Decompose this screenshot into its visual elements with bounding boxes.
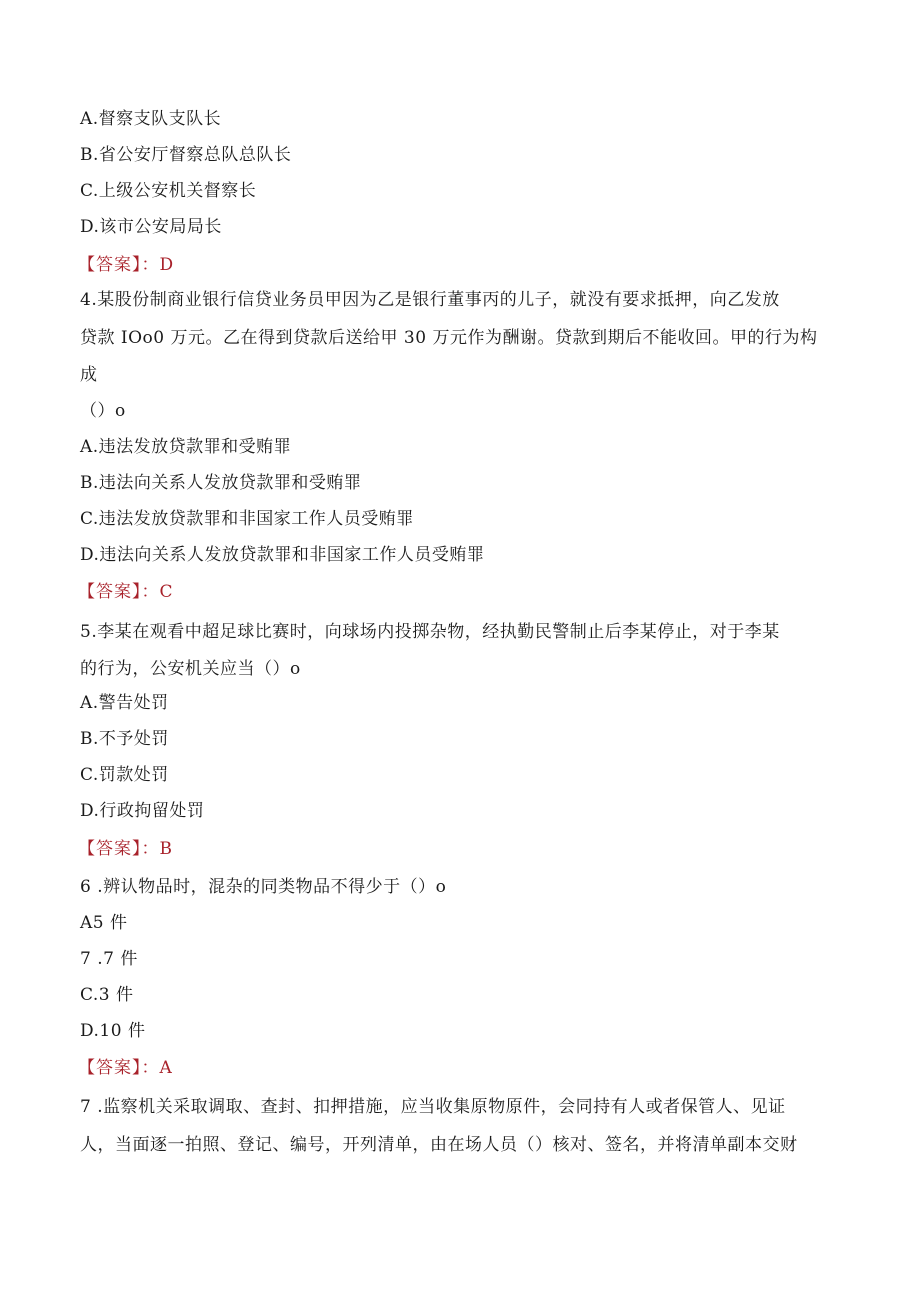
q4-stem-line-3: 成 <box>80 365 98 385</box>
q4-stem-line-4: （）o <box>80 401 126 421</box>
q3-option-d: D.该市公安局局长 <box>80 217 222 237</box>
q6-option-a: A5 件 <box>80 913 128 933</box>
q6-stem-line-1: 6 .辨认物品时，混杂的同类物品不得少于（）o <box>80 877 447 897</box>
q4-option-b: B.违法向关系人发放贷款罪和受贿罪 <box>80 473 362 493</box>
answer-value: A <box>159 1058 173 1078</box>
q4-option-a: A.违法发放贷款罪和受贿罪 <box>80 437 292 457</box>
answer-label: 【答案】： <box>78 1058 160 1078</box>
q5-answer <box>78 838 173 860</box>
q5-option-c: C.罚款处罚 <box>80 765 169 785</box>
q4-answer <box>78 581 173 603</box>
answer-value: B <box>159 839 173 859</box>
q4-option-d: D.违法向关系人发放贷款罪和非国家工作人员受贿罪 <box>80 545 485 565</box>
q5-stem-line-2: 的行为，公安机关应当（）o <box>80 659 301 679</box>
q3-option-a: A.督察支队支队长 <box>80 109 222 129</box>
q3-answer <box>78 254 174 276</box>
q4-option-c: C.违法发放贷款罪和非国家工作人员受贿罪 <box>80 509 414 529</box>
q4-stem-line-1: 4.某股份制商业银行信贷业务员甲因为乙是银行董事丙的儿子，就没有要求抵押，向乙发放 <box>80 290 780 310</box>
q3-option-c: C.上级公安机关督察长 <box>80 181 257 201</box>
q6-option-d: D.10 件 <box>80 1021 146 1041</box>
q7-stem-line-2: 人，当面逐一拍照、登记、编号，开列清单，由在场人员（）核对、签名，并将清单副本交财 <box>80 1135 798 1155</box>
answer-label: 【答案】： <box>78 582 160 602</box>
answer-label: 【答案】： <box>78 839 160 859</box>
q6-answer <box>78 1057 172 1079</box>
q5-option-b: B.不予处罚 <box>80 729 169 749</box>
q5-option-a: A.警告处罚 <box>80 693 169 713</box>
q6-option-c: C.3 件 <box>80 985 134 1005</box>
answer-value: C <box>159 582 174 602</box>
q3-option-b: B.省公安厅督察总队总队长 <box>80 145 292 165</box>
q6-option-b: 7 .7 件 <box>80 949 138 969</box>
answer-value: D <box>159 255 174 275</box>
q4-stem-line-2: 贷款 IOo0 万元。乙在得到贷款后送给甲 30 万元作为酬谢。贷款到期后不能收回。甲的行为构 <box>80 328 818 348</box>
q5-stem-line-1: 5.李某在观看中超足球比赛时，向球场内投掷杂物，经执勤民警制止后李某停止，对于李某 <box>80 622 780 642</box>
answer-label: 【答案】： <box>78 255 160 275</box>
q5-option-d: D.行政拘留处罚 <box>80 801 205 821</box>
q7-stem-line-1: 7 .监察机关采取调取、查封、扣押措施，应当收集原物原件，会同持有人或者保管人、见证 <box>80 1097 786 1117</box>
